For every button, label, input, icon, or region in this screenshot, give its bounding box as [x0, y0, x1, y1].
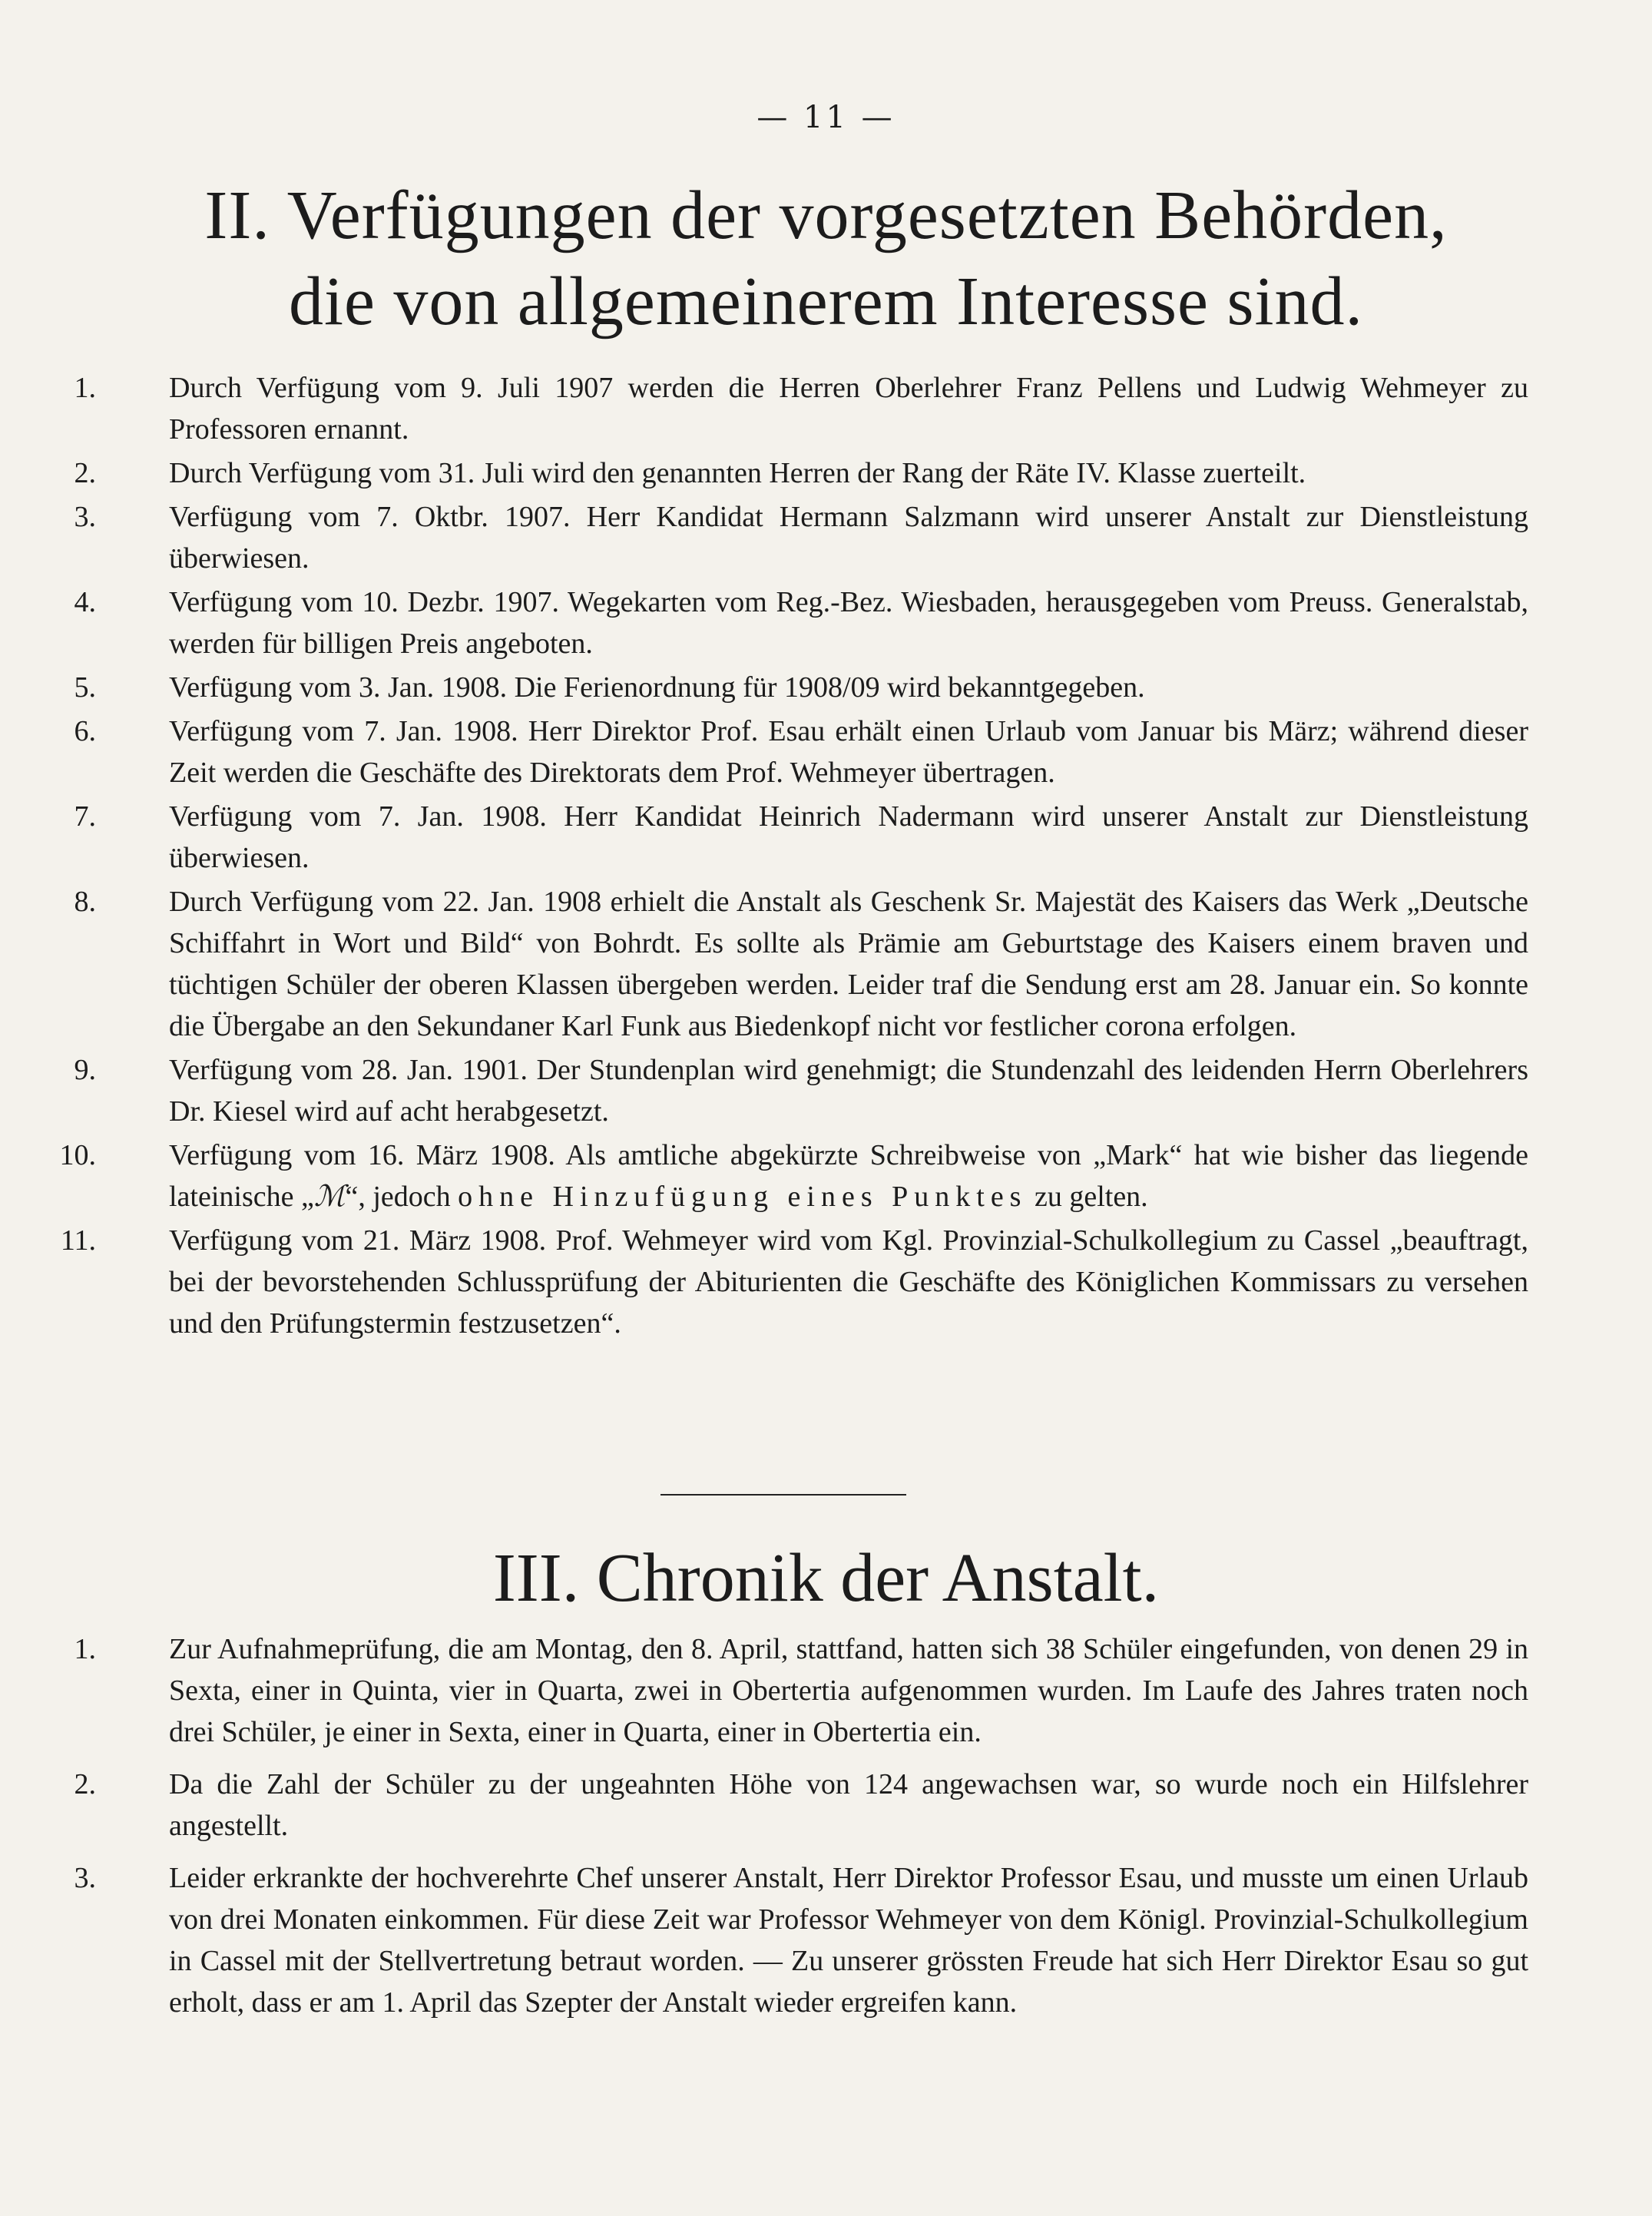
- item-text: Durch Verfügung vom 22. Jan. 1908 erhielt die Anstalt als Geschenk Sr. Majestät des Kaisers das Werk „Deutsche Schiffahrt in Wort und Bild“ von Bohrdt. Es sollte als Prämie am Geburtstage des Kaisers einem braven und tüchtigen Schüler der oberen Klassen übergeben werden. Leider traf die Sendung erst am 28. Januar ein. So konnte die Übergabe an den Sekundaner Karl Funk aus Biedenkopf nicht vor festlicher corona erfolgen.: [169, 886, 1528, 1042]
- item-number: 10.: [59, 1139, 96, 1171]
- item-number: 9.: [74, 1054, 96, 1086]
- list-item: [42, 1857, 1528, 2023]
- page-number: — 11 —: [756, 100, 896, 135]
- item-text: Verfügung vom 7. Oktbr. 1907. Herr Kandidat Hermann Salzmann wird unserer Anstalt zur Dienstleistung überwiesen.: [169, 501, 1528, 575]
- list-item: [42, 667, 1528, 708]
- item-text: [169, 1134, 1528, 1217]
- item-text: Durch Verfügung vom 9. Juli 1907 werden die Herren Oberlehrer Franz Pellens und Ludwig Wehmeyer zu Professoren ernannt.: [169, 372, 1528, 446]
- item-text: Da die Zahl der Schüler zu der ungeahnten Höhe von 124 angewachsen war, so wurde noch ein Hilfslehrer angestellt.: [169, 1768, 1528, 1842]
- item-text: Verfügung vom 10. Dezbr. 1907. Wegekarten vom Reg.-Bez. Wiesbaden, herausgegeben vom Preuss. Generalstab, werden für billigen Preis angeboten.: [169, 586, 1528, 660]
- item-text: Verfügung vom 7. Jan. 1908. Herr Direktor Prof. Esau erhält einen Urlaub vom Januar bis März; während dieser Zeit werden die Geschäfte des Direktorats dem Prof. Wehmeyer übertragen.: [169, 715, 1528, 789]
- item-text: Verfügung vom 7. Jan. 1908. Herr Kandidat Heinrich Nadermann wird unserer Anstalt zur Dienstleistung überwiesen.: [169, 800, 1528, 874]
- list-item: [42, 711, 1528, 793]
- item-number: 7.: [74, 800, 96, 833]
- item-number: 1.: [74, 372, 96, 404]
- list-item: [42, 367, 1528, 450]
- item-number: 5.: [74, 671, 96, 704]
- item-number: 11.: [60, 1224, 96, 1257]
- list-item: [42, 1220, 1528, 1344]
- item-text: Verfügung vom 28. Jan. 1901. Der Stundenplan wird genehmigt; die Stundenzahl des leidenden Herrn Oberlehrers Dr. Kiesel wird auf acht herabgesetzt.: [169, 1054, 1528, 1128]
- section-2-title-line-2: die von allgemeinerem Interesse sind.: [288, 263, 1364, 340]
- section-2-list: [42, 367, 1528, 1346]
- item-number: 2.: [74, 1768, 96, 1800]
- list-item: [42, 1049, 1528, 1132]
- list-item: [42, 1628, 1528, 1753]
- item-number: 3.: [74, 1862, 96, 1894]
- mark-symbol: ℳ: [313, 1181, 346, 1213]
- item-text-after: zu gelten.: [1027, 1181, 1148, 1213]
- list-item: [42, 796, 1528, 879]
- section-3-list: [42, 1628, 1528, 2034]
- item-number: 3.: [74, 501, 96, 533]
- item-text: Durch Verfügung vom 31. Juli wird den genannten Herren der Rang der Räte IV. Klasse zuerteilt.: [169, 457, 1306, 489]
- section-2-title-line-1: II. Verfügungen der vorgesetzten Behörden,: [204, 177, 1448, 253]
- item-text: Leider erkrankte der hochverehrte Chef unserer Anstalt, Herr Direktor Professor Esau, und musste um einen Urlaub von drei Monaten einkommen. Für diese Zeit war Professor Wehmeyer von dem Königl. Provinzial-Schulkollegium in Cassel mit der Stellvertretung betraut worden. — Zu unserer grössten Freude hat sich Herr Direktor Esau so gut erholt, dass er am 1. April das Szepter der Anstalt wieder ergreifen kann.: [169, 1862, 1528, 2019]
- item-text-middle: “, jedoch: [345, 1181, 459, 1213]
- item-number: 4.: [74, 586, 96, 618]
- list-item: [42, 452, 1528, 494]
- item-number: 6.: [74, 715, 96, 747]
- item-text-before: Verfügung vom 16. März 1908. Als amtliche abgekürzte Schreibweise von „Mark“ hat wie bisher das liegende lateinische „: [169, 1139, 1528, 1213]
- list-item: [42, 496, 1528, 579]
- item-text: Verfügung vom 3. Jan. 1908. Die Ferienordnung für 1908/09 wird bekanntgegeben.: [169, 671, 1145, 704]
- item-number: 1.: [74, 1633, 96, 1665]
- section-divider: [660, 1494, 906, 1496]
- section-2-title: [31, 173, 1621, 345]
- item-text: Zur Aufnahmeprüfung, die am Montag, den 8. April, stattfand, hatten sich 38 Schüler eingefunden, von denen 29 in Sexta, einer in Quinta, vier in Quarta, zwei in Obertertia aufgenommen wurden. Im Laufe des Jahres traten noch drei Schüler, je einer in Sexta, einer in Quarta, einer in Obertertia ein.: [169, 1633, 1528, 1748]
- item-number: 2.: [74, 457, 96, 489]
- item-number: 8.: [74, 886, 96, 918]
- spaced-emphasis: ohne Hinzufügung eines Punktes: [458, 1181, 1028, 1213]
- list-item: [42, 881, 1528, 1047]
- list-item: [42, 1134, 1528, 1217]
- list-item: [42, 581, 1528, 664]
- section-3-title: III. Chronik der Anstalt.: [492, 1540, 1160, 1616]
- item-text: Verfügung vom 21. März 1908. Prof. Wehmeyer wird vom Kgl. Provinzial-Schulkollegium zu Cassel „beauftragt, bei der bevorstehenden Schlussprüfung der Abiturienten die Geschäfte des Königlichen Kommissars zu versehen und den Prüfungstermin festzusetzen“.: [169, 1224, 1528, 1340]
- list-item: [42, 1764, 1528, 1847]
